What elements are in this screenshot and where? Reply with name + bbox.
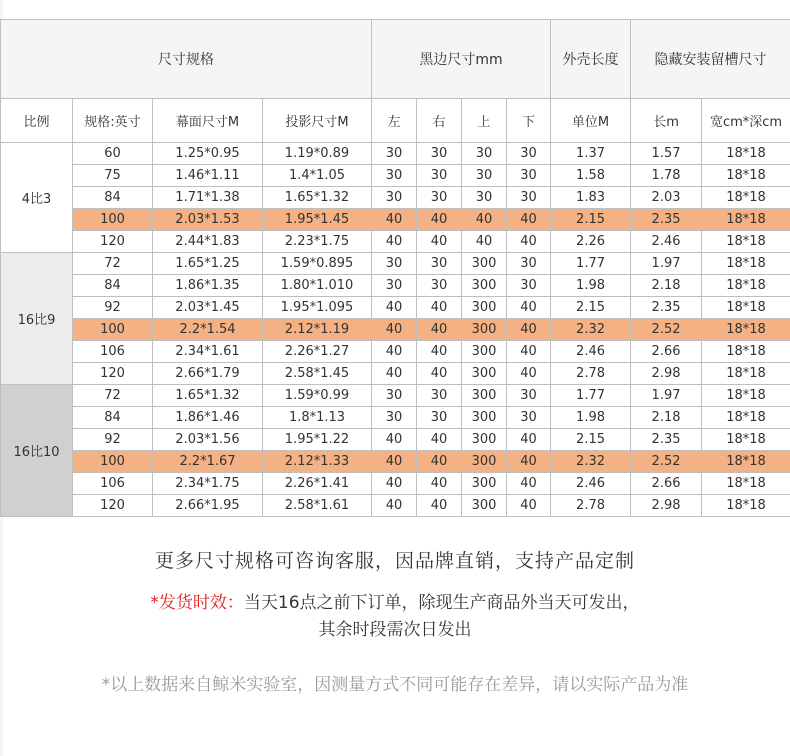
table-cell: 2.46 [631,231,702,253]
header-slot-size: 隐藏安装留槽尺寸 [631,20,790,99]
table-row [1,385,790,407]
table-cell: 40 [507,429,551,451]
table-row [1,429,790,451]
table-cell: 300 [462,341,507,363]
table-cell: 2.66 [631,473,702,495]
table-cell: 2.46 [551,473,631,495]
table-cell: 40 [507,495,551,517]
table-cell: 30 [372,143,417,165]
ratio-group-label: 16比9 [1,253,73,385]
table-cell: 72 [73,253,153,275]
table-cell: 75 [73,165,153,187]
ratio-group-label: 4比3 [1,143,73,253]
table-cell: 2.03 [631,187,702,209]
table-cell: 30 [462,187,507,209]
table-cell: 300 [462,363,507,385]
table-cell: 18*18 [702,209,790,231]
table-row [1,341,790,363]
shipping-text: 当天16点之前下订单，除现生产商品外当天可发出， [243,593,640,613]
table-cell: 2.18 [631,407,702,429]
table-cell: 40 [417,473,462,495]
table-cell: 2.46 [551,341,631,363]
table-cell: 40 [507,209,551,231]
table-cell: 2.58*1.61 [263,495,372,517]
table-cell: 40 [372,209,417,231]
table-row [1,187,790,209]
table-cell: 100 [73,319,153,341]
table-cell: 1.98 [551,407,631,429]
table-cell: 1.59*0.895 [263,253,372,275]
col-bottom: 下 [507,99,551,143]
table-cell: 40 [372,473,417,495]
table-cell: 1.19*0.89 [263,143,372,165]
table-cell: 1.65*1.32 [263,187,372,209]
table-cell: 40 [372,363,417,385]
table-cell: 18*18 [702,253,790,275]
table-cell: 2.78 [551,363,631,385]
table-cell: 40 [372,495,417,517]
table-cell: 30 [372,187,417,209]
table-cell: 300 [462,429,507,451]
table-cell: 2.12*1.19 [263,319,372,341]
table-row [1,319,790,341]
table-cell: 18*18 [702,275,790,297]
table-cell: 2.35 [631,297,702,319]
table-cell: 60 [73,143,153,165]
col-ratio: 比例 [1,99,73,143]
table-cell: 1.80*1.010 [263,275,372,297]
shipping-label: *发货时效： [150,593,244,613]
table-cell: 18*18 [702,495,790,517]
table-cell: 2.03*1.45 [153,297,263,319]
table-row [1,451,790,473]
table-cell: 2.2*1.54 [153,319,263,341]
table-cell: 2.35 [631,209,702,231]
table-cell: 1.97 [631,385,702,407]
table-row [1,297,790,319]
table-cell: 40 [462,209,507,231]
table-cell: 40 [372,231,417,253]
table-cell: 18*18 [702,407,790,429]
table-cell: 40 [507,451,551,473]
table-cell: 300 [462,473,507,495]
table-cell: 18*18 [702,341,790,363]
table-cell: 300 [462,253,507,275]
table-cell: 1.97 [631,253,702,275]
col-projection-size: 投影尺寸M [263,99,372,143]
table-cell: 1.8*1.13 [263,407,372,429]
table-cell: 1.71*1.38 [153,187,263,209]
table-cell: 84 [73,187,153,209]
table-cell: 300 [462,385,507,407]
table-cell: 30 [507,143,551,165]
table-cell: 40 [417,451,462,473]
table-cell: 18*18 [702,473,790,495]
table-cell: 2.34*1.61 [153,341,263,363]
table-cell: 2.66*1.79 [153,363,263,385]
table-cell: 2.03*1.56 [153,429,263,451]
table-row [1,165,790,187]
table-cell: 300 [462,275,507,297]
table-cell: 84 [73,275,153,297]
table-cell: 40 [417,495,462,517]
custom-size-notice: 更多尺寸规格可咨询客服，因品牌直销，支持产品定制 [154,550,635,572]
table-cell: 30 [417,253,462,275]
table-cell: 30 [417,165,462,187]
table-row [1,231,790,253]
header-shell-length: 外壳长度 [551,20,631,99]
table-cell: 1.95*1.45 [263,209,372,231]
table-cell: 40 [507,363,551,385]
table-cell: 1.78 [631,165,702,187]
table-cell: 40 [372,297,417,319]
table-cell: 1.57 [631,143,702,165]
table-cell: 18*18 [702,165,790,187]
table-cell: 18*18 [702,451,790,473]
table-cell: 300 [462,451,507,473]
table-cell: 2.58*1.45 [263,363,372,385]
table-cell: 1.37 [551,143,631,165]
table-cell: 2.98 [631,495,702,517]
table-cell: 100 [73,209,153,231]
table-cell: 40 [417,297,462,319]
table-cell: 2.2*1.67 [153,451,263,473]
header-size-spec: 尺寸规格 [1,20,372,99]
table-cell: 120 [73,363,153,385]
table-cell: 1.58 [551,165,631,187]
table-cell: 2.26*1.41 [263,473,372,495]
table-cell: 2.12*1.33 [263,451,372,473]
col-right: 右 [417,99,462,143]
table-cell: 92 [73,429,153,451]
data-source-note: *以上数据来自鲸米实验室，因测量方式不同可能存在差异，请以实际产品为准 [101,675,689,695]
table-cell: 30 [462,165,507,187]
table-body [1,20,790,517]
table-cell: 2.52 [631,319,702,341]
table-row [1,473,790,495]
table-row [1,275,790,297]
table-cell: 84 [73,407,153,429]
col-width-depth: 宽cm*深cm [702,99,790,143]
table-cell: 40 [417,429,462,451]
table-cell: 30 [507,385,551,407]
table-cell: 2.18 [631,275,702,297]
col-length-m: 长m [631,99,702,143]
table-cell: 40 [507,341,551,363]
table-row [1,143,790,165]
table-cell: 106 [73,473,153,495]
table-cell: 18*18 [702,429,790,451]
table-cell: 120 [73,231,153,253]
table-cell: 2.15 [551,429,631,451]
table-cell: 2.35 [631,429,702,451]
table-cell: 1.86*1.46 [153,407,263,429]
table-cell: 40 [507,319,551,341]
table-cell: 30 [417,143,462,165]
table-cell: 40 [417,231,462,253]
table-cell: 30 [507,253,551,275]
size-spec-table [0,19,790,517]
table-cell: 300 [462,495,507,517]
table-cell: 92 [73,297,153,319]
table-cell: 40 [372,429,417,451]
table-cell: 2.26 [551,231,631,253]
table-cell: 300 [462,297,507,319]
table-cell: 2.15 [551,209,631,231]
table-cell: 40 [372,319,417,341]
table-cell: 2.32 [551,319,631,341]
table-cell: 2.44*1.83 [153,231,263,253]
table-cell: 30 [507,165,551,187]
table-cell: 18*18 [702,231,790,253]
table-cell: 1.95*1.095 [263,297,372,319]
table-cell: 18*18 [702,319,790,341]
table-cell: 30 [417,407,462,429]
table-cell: 18*18 [702,297,790,319]
table-cell: 300 [462,407,507,429]
table-cell: 30 [372,385,417,407]
table-cell: 2.34*1.75 [153,473,263,495]
col-unit-m: 单位M [551,99,631,143]
table-cell: 2.23*1.75 [263,231,372,253]
table-cell: 30 [417,385,462,407]
table-cell: 30 [372,253,417,275]
table-cell: 18*18 [702,143,790,165]
table-cell: 106 [73,341,153,363]
table-row [1,495,790,517]
table-cell: 30 [507,275,551,297]
table-cell: 2.32 [551,451,631,473]
table-cell: 30 [507,407,551,429]
table-row [1,407,790,429]
table-cell: 1.65*1.25 [153,253,263,275]
table-cell: 40 [462,231,507,253]
table-cell: 1.77 [551,253,631,275]
table-cell: 1.83 [551,187,631,209]
table-cell: 2.98 [631,363,702,385]
table-cell: 2.26*1.27 [263,341,372,363]
shipping-notice-cont: 其余时段需次日发出 [318,620,472,640]
table-cell: 2.52 [631,451,702,473]
header-border-size: 黑边尺寸mm [372,20,551,99]
table-cell: 300 [462,319,507,341]
table-cell: 40 [417,363,462,385]
table-row [1,363,790,385]
table-cell: 40 [417,319,462,341]
header-row [1,20,790,99]
table-cell: 2.03*1.53 [153,209,263,231]
table-cell: 40 [507,231,551,253]
table-cell: 18*18 [702,187,790,209]
table-cell: 100 [73,451,153,473]
table-cell: 120 [73,495,153,517]
table-cell: 1.98 [551,275,631,297]
table-cell: 1.46*1.11 [153,165,263,187]
table-cell: 18*18 [702,385,790,407]
table-cell: 40 [507,473,551,495]
ratio-group-label: 16比10 [1,385,73,517]
shipping-notice [0,588,790,613]
table-row [1,253,790,275]
table-row [1,209,790,231]
table-cell: 30 [462,143,507,165]
table-cell: 1.59*0.99 [263,385,372,407]
table-cell: 1.86*1.35 [153,275,263,297]
table-cell: 30 [372,275,417,297]
table-cell: 1.4*1.05 [263,165,372,187]
col-screen-size: 幕面尺寸M [153,99,263,143]
table-cell: 30 [417,187,462,209]
col-top: 上 [462,99,507,143]
table-cell: 40 [372,451,417,473]
table-cell: 40 [507,297,551,319]
table-cell: 72 [73,385,153,407]
table-cell: 30 [507,187,551,209]
subheader-row [1,99,790,143]
table-cell: 1.25*0.95 [153,143,263,165]
table-cell: 30 [417,275,462,297]
table-cell: 30 [372,165,417,187]
table-cell: 2.66*1.95 [153,495,263,517]
col-left: 左 [372,99,417,143]
table-cell: 2.78 [551,495,631,517]
table-cell: 2.15 [551,297,631,319]
table-cell: 40 [417,209,462,231]
table-cell: 40 [417,341,462,363]
table-cell: 18*18 [702,363,790,385]
table-cell: 40 [372,341,417,363]
table-cell: 2.66 [631,341,702,363]
table-cell: 1.65*1.32 [153,385,263,407]
col-inch: 规格:英寸 [73,99,153,143]
table-cell: 30 [372,407,417,429]
table-cell: 1.95*1.22 [263,429,372,451]
table-cell: 1.77 [551,385,631,407]
